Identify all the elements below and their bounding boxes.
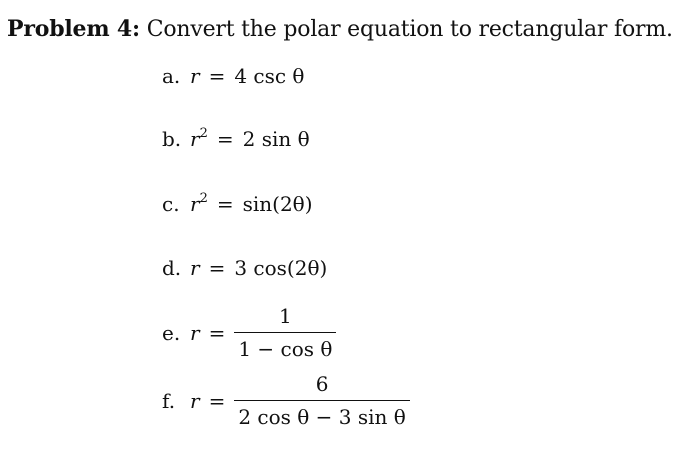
denominator-e: 1 − cos θ — [238, 337, 333, 362]
equals-sign-e: = — [208, 320, 226, 345]
problem-instruction: Convert the polar equation to rectangular form. — [146, 17, 673, 42]
exponent-b: 2 — [199, 126, 208, 141]
exponent-c: 2 — [199, 191, 208, 206]
equals-sign-a: = — [208, 64, 226, 88]
lhs-var-c: r — [190, 192, 200, 216]
equals-sign-d: = — [208, 256, 226, 280]
problem-heading — [7, 14, 673, 45]
item-label-d: d. — [162, 256, 182, 280]
rhs-d: 3 cos(2θ) — [234, 256, 328, 280]
equation-a — [162, 63, 304, 89]
numerator-e: 1 — [279, 304, 292, 328]
lhs-var-d: r — [190, 256, 200, 280]
lhs-var-f: r — [190, 388, 200, 413]
lhs-var-e: r — [190, 320, 200, 345]
item-label-e: e. — [162, 320, 181, 345]
fraction-e — [234, 304, 336, 361]
item-label-f: f. — [162, 388, 176, 413]
equation-d — [162, 255, 327, 281]
equals-sign-b: = — [216, 127, 234, 151]
lhs-var-b: r — [190, 127, 200, 151]
lhs-var-a: r — [190, 64, 200, 88]
denominator-f: 2 cos θ − 3 sin θ — [238, 405, 406, 430]
equation-f — [162, 372, 410, 429]
rhs-b: 2 sin θ — [242, 127, 310, 151]
problem-label: Problem 4: — [7, 16, 140, 42]
item-label-a: a. — [162, 64, 181, 88]
equation-b — [162, 126, 310, 152]
equation-c — [162, 191, 313, 217]
equation-e — [162, 304, 336, 361]
fraction-f — [234, 372, 409, 429]
equals-sign-c: = — [216, 192, 234, 216]
item-label-b: b. — [162, 127, 182, 151]
item-label-c: c. — [162, 192, 180, 216]
equals-sign-f: = — [208, 388, 226, 413]
rhs-a: 4 csc θ — [234, 64, 305, 88]
numerator-f: 6 — [315, 372, 329, 396]
rhs-c: sin(2θ) — [242, 192, 313, 216]
